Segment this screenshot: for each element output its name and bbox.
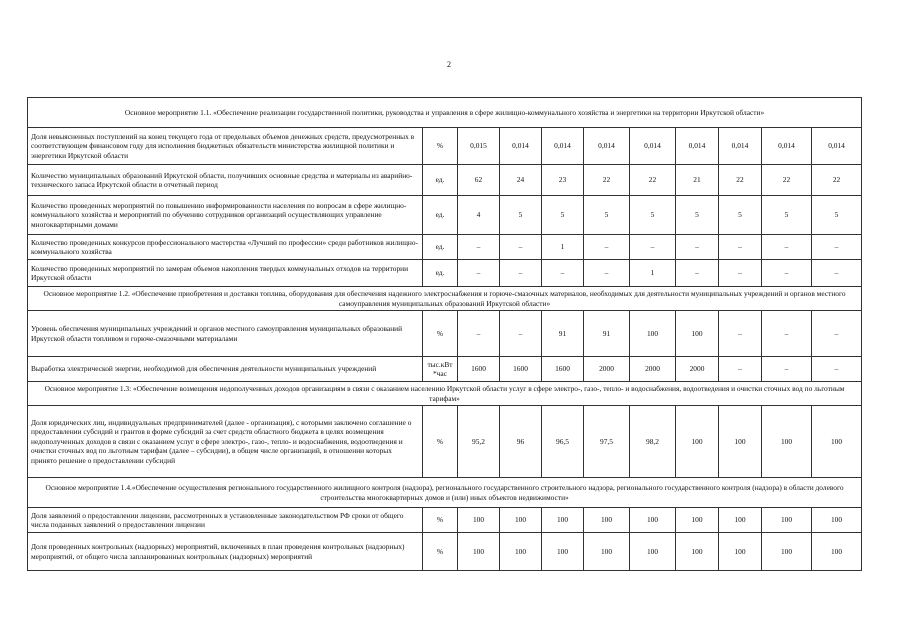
- value-cell: –: [500, 311, 542, 357]
- indicator-label: Доля проведенных контрольных (надзорных) мероприятий, включенных в план проведения контрольных (надзорных) мероприятий, от общего числа запланированных контрольных (надзорных) мероприятий: [28, 533, 423, 571]
- section-title: Основное мероприятие 1.3: «Обеспечение возмещения недополученных доходов организациям в связи с оказанием населению Иркутской области услуг в сфере электро-, газо-, тепло- и водоснабжения, водоотведения и очистки сточных вод по льготным тарифам»: [28, 382, 862, 406]
- value-cell: 0,014: [676, 128, 719, 165]
- value-cell: 100: [762, 508, 812, 533]
- unit-cell: ед.: [423, 260, 458, 287]
- value-cell: 5: [812, 196, 862, 235]
- table-row: [28, 508, 862, 533]
- indicator-label: Доля невыясненных поступлений на конец текущего года от предельных объемов денежных средств, предусмотренных в соответствующем финансовом году для исполнения бюджетных обязательств министерства жилищной политики и энергетики Иркутской области: [28, 128, 423, 165]
- value-cell: 100: [812, 406, 862, 478]
- value-cell: –: [762, 235, 812, 260]
- value-cell: 0,014: [812, 128, 862, 165]
- value-cell: 5: [630, 196, 676, 235]
- unit-cell: тыс.кВт *час: [423, 357, 458, 382]
- table-row: [28, 260, 862, 287]
- value-cell: –: [458, 260, 500, 287]
- value-cell: 2000: [584, 357, 630, 382]
- value-cell: 100: [719, 406, 762, 478]
- value-cell: 100: [676, 508, 719, 533]
- value-cell: –: [584, 260, 630, 287]
- value-cell: –: [630, 235, 676, 260]
- unit-cell: %: [423, 128, 458, 165]
- value-cell: 100: [584, 533, 630, 571]
- value-cell: 5: [719, 196, 762, 235]
- value-cell: 97,5: [584, 406, 630, 478]
- value-cell: –: [719, 260, 762, 287]
- value-cell: –: [676, 260, 719, 287]
- value-cell: 100: [542, 533, 584, 571]
- table-row: [28, 357, 862, 382]
- value-cell: –: [762, 311, 812, 357]
- section-header-row: [28, 287, 862, 311]
- unit-cell: %: [423, 406, 458, 478]
- table-row: [28, 311, 862, 357]
- unit-cell: %: [423, 311, 458, 357]
- value-cell: 5: [762, 196, 812, 235]
- value-cell: 100: [719, 508, 762, 533]
- value-cell: 100: [630, 533, 676, 571]
- indicator-label: Количество проведенных мероприятий по замерам объемов накопления твердых коммунальных отходов на территории Иркутской области: [28, 260, 423, 287]
- value-cell: 100: [542, 508, 584, 533]
- value-cell: –: [500, 235, 542, 260]
- indicator-label: Выработка электрической энергии, необходимой для обеспечения деятельности муниципальных учреждений: [28, 357, 423, 382]
- value-cell: 98,2: [630, 406, 676, 478]
- indicator-label: Количество муниципальных образований Иркутской области, получивших основные средства и материалы из аварийно-технического запаса Иркутской области в отчетный период: [28, 165, 423, 196]
- indicator-label: Количество проведенных конкурсов профессионального мастерства «Лучший по профессии» среди работников жилищно-коммунального хозяйства: [28, 235, 423, 260]
- table-row: [28, 235, 862, 260]
- value-cell: –: [458, 235, 500, 260]
- value-cell: 0,014: [630, 128, 676, 165]
- table-row: [28, 165, 862, 196]
- value-cell: 91: [542, 311, 584, 357]
- unit-cell: ед.: [423, 165, 458, 196]
- value-cell: 100: [762, 533, 812, 571]
- value-cell: –: [584, 235, 630, 260]
- table-row: [28, 128, 862, 165]
- value-cell: 100: [762, 406, 812, 478]
- value-cell: 100: [812, 508, 862, 533]
- value-cell: 1600: [458, 357, 500, 382]
- value-cell: –: [762, 357, 812, 382]
- value-cell: 0,015: [458, 128, 500, 165]
- value-cell: 96,5: [542, 406, 584, 478]
- unit-cell: %: [423, 533, 458, 571]
- section-header-row: [28, 478, 862, 508]
- value-cell: 2000: [676, 357, 719, 382]
- value-cell: 0,014: [762, 128, 812, 165]
- value-cell: 100: [812, 533, 862, 571]
- section-title: Основное мероприятие 1.4.«Обеспечение осуществления регионального государственного жилищного контроля (надзора), регионального государственного строительного надзора, регионального государственного контроля (надзора) в области долевого строительства многоквартирных домов и (или) иных объектов недвижимости»: [28, 478, 862, 508]
- section-header-row: [28, 98, 862, 128]
- table-row: [28, 196, 862, 235]
- value-cell: 22: [584, 165, 630, 196]
- indicators-table: [27, 97, 862, 571]
- value-cell: 100: [719, 533, 762, 571]
- unit-cell: ед.: [423, 235, 458, 260]
- value-cell: 62: [458, 165, 500, 196]
- value-cell: 21: [676, 165, 719, 196]
- table-row: [28, 533, 862, 571]
- page-number: 2: [447, 60, 451, 69]
- value-cell: 100: [676, 406, 719, 478]
- indicator-label: Доля заявлений о предоставлении лицензии, рассмотренных в установленные законодательством РФ сроки от общего числа поданных заявлений о предоставлении лицензии: [28, 508, 423, 533]
- value-cell: –: [812, 311, 862, 357]
- indicator-label: Количество проведенных мероприятий по повышению информированности населения по вопросам в сфере жилищно-коммунального хозяйства и мероприятий по обучению сотрудников организаций осуществляющих управление многоквартирными домами: [28, 196, 423, 235]
- value-cell: 100: [458, 508, 500, 533]
- value-cell: 22: [762, 165, 812, 196]
- value-cell: 1: [542, 235, 584, 260]
- indicator-label: Уровень обеспечения муниципальных учреждений и органов местного самоуправления муниципальных образований Иркутской области топливом и горюче-смазочными материалами: [28, 311, 423, 357]
- unit-cell: ед.: [423, 196, 458, 235]
- value-cell: 1: [630, 260, 676, 287]
- value-cell: –: [812, 260, 862, 287]
- value-cell: 91: [584, 311, 630, 357]
- value-cell: –: [719, 311, 762, 357]
- value-cell: –: [676, 235, 719, 260]
- value-cell: 95,2: [458, 406, 500, 478]
- value-cell: 22: [719, 165, 762, 196]
- value-cell: 1600: [542, 357, 584, 382]
- unit-cell: %: [423, 508, 458, 533]
- value-cell: 0,014: [542, 128, 584, 165]
- value-cell: 2000: [630, 357, 676, 382]
- value-cell: –: [812, 357, 862, 382]
- value-cell: 100: [500, 508, 542, 533]
- value-cell: –: [762, 260, 812, 287]
- value-cell: 22: [812, 165, 862, 196]
- value-cell: 1600: [500, 357, 542, 382]
- value-cell: 100: [584, 508, 630, 533]
- value-cell: 100: [630, 508, 676, 533]
- section-header-row: [28, 382, 862, 406]
- value-cell: 4: [458, 196, 500, 235]
- value-cell: 100: [500, 533, 542, 571]
- table-row: [28, 406, 862, 478]
- value-cell: 100: [676, 311, 719, 357]
- value-cell: 100: [458, 533, 500, 571]
- value-cell: –: [719, 357, 762, 382]
- value-cell: 24: [500, 165, 542, 196]
- value-cell: 5: [584, 196, 630, 235]
- value-cell: –: [542, 260, 584, 287]
- value-cell: 5: [542, 196, 584, 235]
- section-title: Основное мероприятие 1.2. «Обеспечение приобретения и доставки топлива, оборудования для обеспечения надежного электроснабжения и горюче-смазочных материалов, необходимых для деятельности муниципальных учреждений и органов местного самоуправления муниципальных образований Иркутской области»: [28, 287, 862, 311]
- value-cell: –: [458, 311, 500, 357]
- value-cell: 5: [500, 196, 542, 235]
- value-cell: –: [500, 260, 542, 287]
- indicator-label: Доля юридических лиц, индивидуальных предпринимателей (далее - организация), с которыми заключено соглашение о предоставлении субсидий и грантов в форме субсидий за счет средств областного бюджета в целях возмещения недополученных доходов в связи с оказанием услуг в сфере электро-, газо-, тепло- и водоснабжения, водоотведения и очистки сточных вод по льготным тарифам (далее – субсидии), в общем числе организаций, в отношении которых принято решение о предоставлении субсидий: [28, 406, 423, 478]
- value-cell: 100: [676, 533, 719, 571]
- value-cell: 23: [542, 165, 584, 196]
- value-cell: 96: [500, 406, 542, 478]
- section-title: Основное мероприятие 1.1. «Обеспечение реализации государственной политики, руководства и управления в сфере жилищно-коммунального хозяйства и энергетики на территории Иркутской области»: [28, 98, 862, 128]
- value-cell: 22: [630, 165, 676, 196]
- value-cell: 0,014: [584, 128, 630, 165]
- value-cell: 5: [676, 196, 719, 235]
- value-cell: 0,014: [500, 128, 542, 165]
- value-cell: –: [719, 235, 762, 260]
- value-cell: –: [812, 235, 862, 260]
- value-cell: 100: [630, 311, 676, 357]
- value-cell: 0,014: [719, 128, 762, 165]
